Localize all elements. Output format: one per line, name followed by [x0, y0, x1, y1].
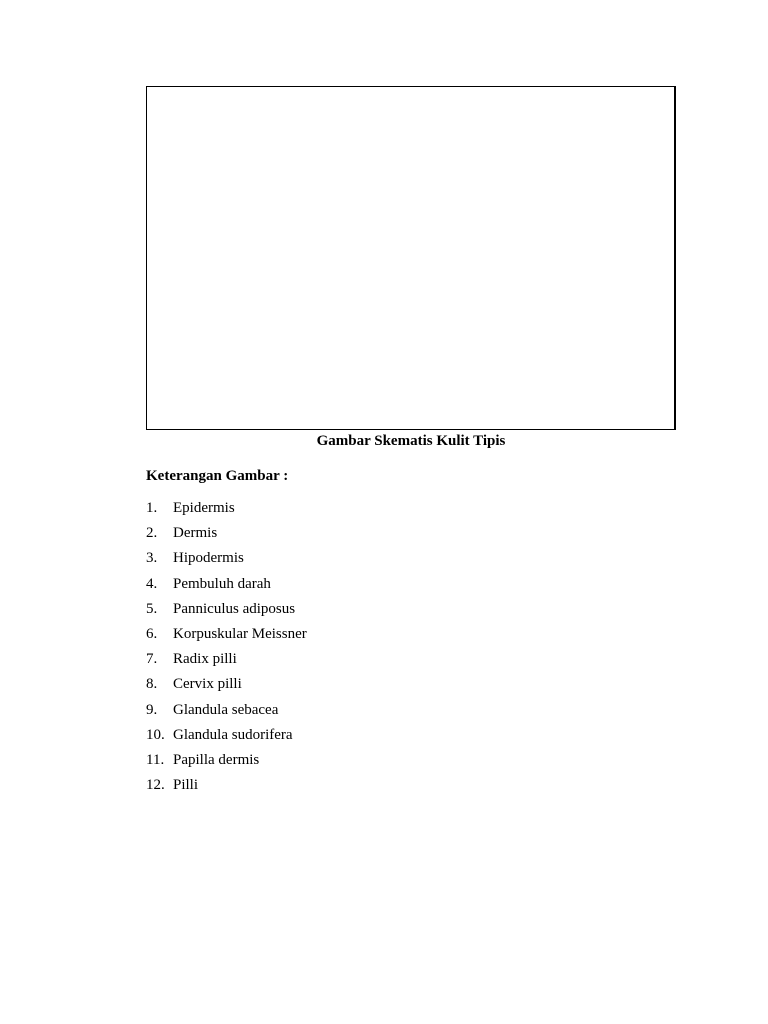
- legend-item-label: Pembuluh darah: [173, 575, 271, 592]
- legend-item-label: Epidermis: [173, 500, 235, 516]
- legend-item-number: 6.: [146, 625, 158, 642]
- legend-item-label: Hipodermis: [173, 550, 244, 567]
- legend-item-number: 11.: [146, 751, 165, 768]
- legend-item-number: 2.: [146, 525, 158, 542]
- legend-item-number: 10.: [146, 726, 165, 743]
- legend-item-label: Dermis: [173, 525, 218, 542]
- legend-item-number: 7.: [146, 651, 158, 668]
- legend-item-label: Korpuskular Meissner: [173, 625, 307, 642]
- legend-item-number: 12.: [146, 777, 165, 794]
- legend-item-label: Pilli: [173, 777, 199, 794]
- figure-drawing-box: [146, 86, 676, 430]
- legend-item-label: Cervix pilli: [173, 676, 242, 693]
- legend-item-label: Panniculus adiposus: [173, 600, 296, 617]
- legend-item-label: Radix pilli: [173, 651, 237, 668]
- legend-item-label: Glandula sebacea: [173, 701, 279, 718]
- legend-item-label: Glandula sudorifera: [173, 726, 293, 743]
- legend-item-number: 8.: [146, 676, 158, 693]
- legend-item-number: 5.: [146, 600, 158, 617]
- figure-caption: Gambar Skematis Kulit Tipis: [316, 433, 506, 449]
- legend-heading: Keterangan Gambar :: [146, 468, 289, 484]
- legend-item-number: 1.: [146, 500, 158, 516]
- legend-item-number: 4.: [146, 575, 158, 592]
- legend-item-label: Papilla dermis: [173, 751, 260, 768]
- legend-item-number: 9.: [146, 701, 158, 718]
- legend-item-number: 3.: [146, 550, 158, 567]
